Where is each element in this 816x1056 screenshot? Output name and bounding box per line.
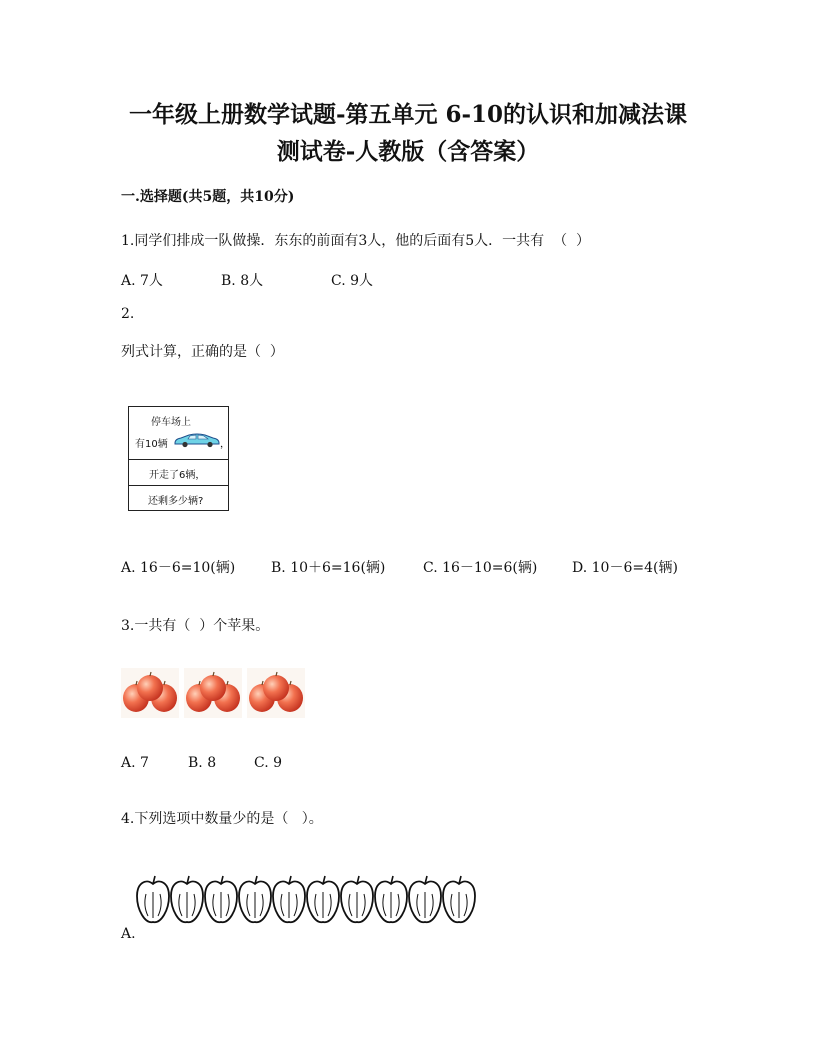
car-icon bbox=[173, 432, 221, 448]
section-heading: 一.选择题(共5题，共10分) bbox=[121, 189, 295, 205]
apple-group-icon bbox=[184, 668, 242, 718]
table-cell-remaining: 还剩多少辆? bbox=[148, 496, 204, 507]
question-4-option-a: A. bbox=[121, 926, 136, 942]
outline-apples-image bbox=[136, 872, 478, 928]
question-3-option-c: C. 9 bbox=[254, 755, 283, 771]
question-2-text: 列式计算，正确的是（ ） bbox=[121, 344, 284, 360]
question-2-option-c: C. 16－10=6(辆) bbox=[423, 560, 538, 576]
table-comma: ， bbox=[220, 439, 230, 450]
table-cell-parking: 停车场上 bbox=[151, 417, 191, 428]
apple-outline-icon bbox=[307, 876, 339, 922]
question-2-option-d: D. 10－6=4(辆) bbox=[572, 560, 678, 576]
question-1-text: 1.同学们排成一队做操．东东的前面有3人，他的后面有5人．一共有 （ ） bbox=[121, 233, 590, 249]
question-1-option-a: A. 7人 bbox=[121, 273, 163, 289]
question-1-option-b: B. 8人 bbox=[221, 273, 264, 289]
apple-groups-image bbox=[121, 668, 305, 718]
table-cell-leave: 开走了6辆， bbox=[149, 470, 206, 481]
question-2-option-b: B. 10＋6=16(辆) bbox=[271, 560, 386, 576]
apple-outline-icon bbox=[341, 876, 373, 922]
question-3-option-a: A. 7 bbox=[121, 755, 149, 771]
apple-group-icon bbox=[247, 668, 305, 718]
table-row bbox=[129, 407, 228, 460]
question-2-number: 2. bbox=[121, 306, 135, 322]
apple-outline-icon bbox=[239, 876, 271, 922]
question-4-text: 4.下列选项中数量少的是（ ）。 bbox=[121, 811, 323, 827]
apple-outline-icon bbox=[171, 876, 203, 922]
apple-outline-icon bbox=[409, 876, 441, 922]
title-line-2: 测试卷-人教版（含答案） bbox=[276, 138, 540, 165]
apple-outline-icon bbox=[205, 876, 237, 922]
table-cell-count: 有10辆 bbox=[135, 439, 168, 450]
question-3-option-b: B. 8 bbox=[188, 755, 217, 771]
question-3-text: 3.一共有（ ）个苹果。 bbox=[121, 618, 270, 634]
apple-outline-icon bbox=[273, 876, 305, 922]
apple-outline-icon bbox=[443, 876, 475, 922]
parking-lot-table bbox=[128, 406, 229, 511]
apple-outline-icon bbox=[375, 876, 407, 922]
table-row bbox=[129, 460, 228, 486]
title-line-1: 一年级上册数学试题-第五单元 6-10的认识和加减法课 bbox=[128, 101, 688, 128]
question-2-option-a: A. 16－6=10(辆) bbox=[121, 560, 236, 576]
apple-outline-icon bbox=[137, 876, 169, 922]
table-row bbox=[129, 486, 228, 510]
question-1-option-c: C. 9人 bbox=[331, 273, 374, 289]
apple-group-icon bbox=[121, 668, 179, 718]
